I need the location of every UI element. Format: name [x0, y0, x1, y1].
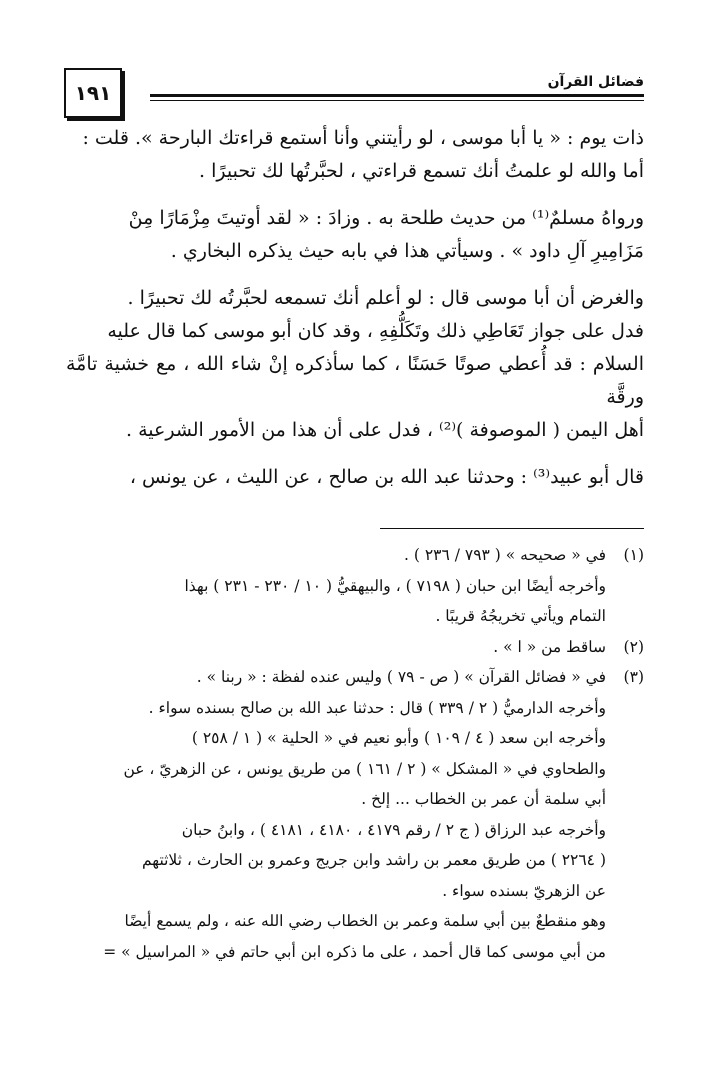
text-line: ذات يوم : « يا أبا موسى ، لو رأيتني وأنا أستمع قراءتك البارحة ». قلت : — [82, 127, 644, 149]
footnote-line: ساقط من « ا » . — [493, 637, 606, 656]
paragraph — [66, 461, 644, 494]
footnote-divider — [380, 528, 644, 529]
footnote-line: وأخرجه عبد الرزاق ( ج ٢ / رقم ٤١٧٩ ، ٤١٨٠ ، ٤١٨١ ) ، وابنُ حبان — [181, 820, 606, 839]
footnote-line: عن الزهريّ بسنده سواء . — [442, 881, 606, 900]
footnote-number: (٢) — [623, 637, 644, 656]
footnote-line: وهو منقطعٌ بين أبي سلمة وعمر بن الخطاب رضي الله عنه ، ولم يسمع أيضًا — [124, 912, 606, 930]
footnote-number: (٣) — [623, 668, 644, 686]
paragraph — [66, 122, 644, 188]
page-number: ١٩١ — [64, 68, 122, 118]
footnote-line: من أبي موسى كما قال أحمد ، على ما ذكره ابن أبي حاتم في « المراسيل » = — [103, 942, 606, 961]
text-line: مَزَامِيرِ آلِ داود » . وسيأتي هذا في بابه حيث يذكره البخاري . — [170, 240, 644, 262]
header-rule-thin — [150, 100, 644, 101]
text-line: أهل اليمن ( الموصوفة )⁽²⁾ ، فدل على أن هذا من الأمور الشرعية . — [126, 419, 644, 441]
footnote — [66, 662, 644, 967]
text-line: فدل على جواز تَعَاطِي ذلك وتَكَلُّفِهِ ، وقد كان أبو موسى كما قال عليه — [107, 320, 644, 342]
text-line: السلام : قد أُعطي صوتًا حَسَنًا ، كما سأذكره إنْ شاء الله ، مع خشية تامَّة ورقَّة — [66, 353, 644, 408]
text-line: والغرض أن أبا موسى قال : لو أعلم أنك تسمعه لحبَّرتُه لك تحبيرًا . — [127, 287, 644, 309]
text-line: ورواهُ مسلمٌ⁽¹⁾ من حديث طلحة به . وزادَ : « لقد أوتيتَ مِزْمَارًا مِنْ — [128, 207, 644, 229]
footnote — [66, 632, 644, 663]
footnote-line: وأخرجه ابن سعد ( ٤ / ١٠٩ ) وأبو نعيم في « الحلية » ( ١ / ٢٥٨ ) — [191, 729, 606, 747]
footnote-line: التمام ويأتي تخريجُهُ قريبًا . — [435, 607, 606, 625]
text-line: قال أبو عبيد⁽³⁾ : وحدثنا عبد الله بن صالح ، عن الليث ، عن يونس ، — [129, 466, 644, 488]
footnote-line: وأخرجه أيضًا ابن حبان ( ٧١٩٨ ) ، والبيهقيُّ ( ١٠ / ٢٣٠ - ٢٣١ ) بهذا — [184, 576, 606, 595]
footnote-line: في « فضائل القرآن » ( ص - ٧٩ ) وليس عنده لفظة : « ربنا » . — [196, 668, 606, 686]
footnote-number: (١) — [623, 546, 644, 564]
footnote-line: أبي سلمة أن عمر بن الخطاب ... إلخ . — [361, 790, 606, 808]
footnote-line: والطحاوي في « المشكل » ( ٢ / ١٦١ ) من طريق يونس ، عن الزهريّ ، عن — [123, 759, 606, 778]
footnote-line: ( ٢٢٦٤ ) من طريق معمر بن راشد وابن جريج وعمرو بن الحارث ، ثلاثتهم — [141, 851, 606, 869]
page-header — [64, 68, 644, 120]
running-title: فضائل القرآن — [547, 74, 644, 90]
text-line: أما والله لو علمتُ أنك تسمع قراءتي ، لحبَّرتُها لك تحبيرًا . — [199, 160, 644, 182]
paragraph — [66, 282, 644, 447]
footnotes — [66, 540, 644, 967]
header-rule-thick — [150, 94, 644, 97]
footnote-line: في « صحيحه » ( ٧٩٣ / ٢٣٦ ) . — [403, 546, 606, 564]
footnote-line: وأخرجه الدارميُّ ( ٢ / ٣٣٩ ) قال : حدثنا عبد الله بن صالح بسنده سواء . — [148, 698, 606, 717]
main-text — [66, 122, 644, 504]
footnote — [66, 540, 644, 632]
paragraph — [66, 202, 644, 268]
